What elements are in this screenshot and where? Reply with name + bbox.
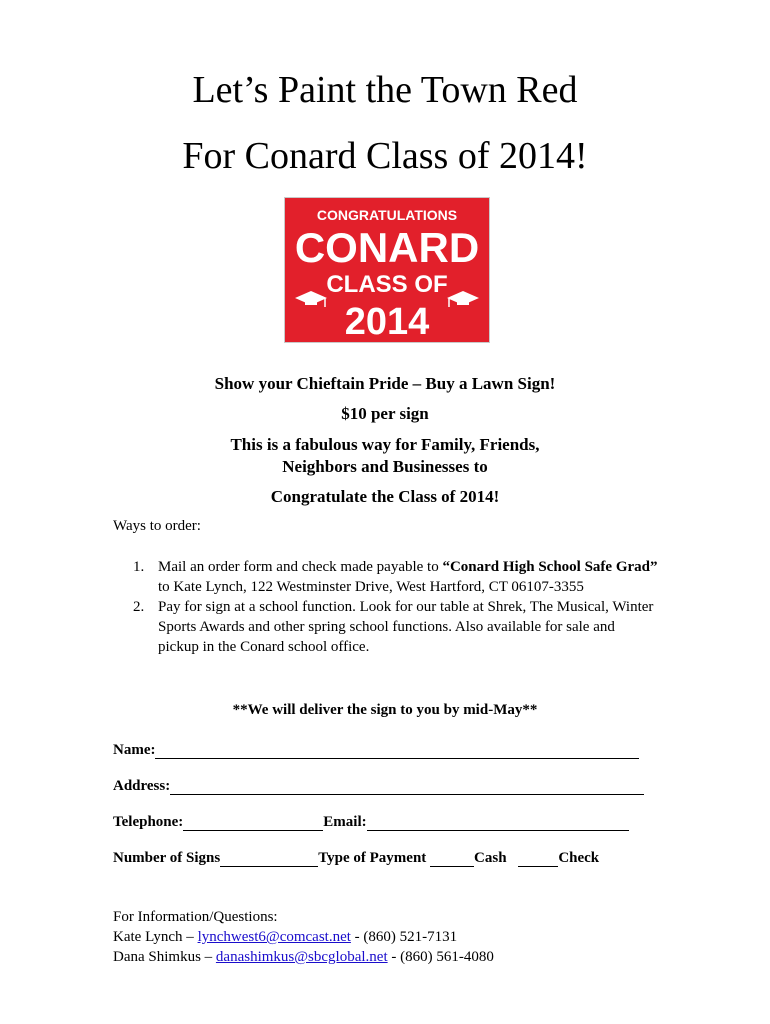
cash-label: Cash	[474, 850, 511, 866]
contact-info	[113, 907, 494, 967]
telephone-row	[113, 814, 629, 831]
contact-phone: - (860) 561-4080	[387, 949, 494, 965]
pitch-line-2: Neighbors and Businesses to	[282, 457, 488, 476]
tagline: Show your Chieftain Pride – Buy a Lawn Sign!	[214, 374, 556, 393]
email-link[interactable]: lynchwest6@comcast.net	[197, 929, 351, 945]
contact-name: Dana Shimkus –	[113, 949, 216, 965]
name-label: Name:	[113, 742, 156, 758]
contact-name: Kate Lynch –	[113, 929, 198, 945]
order-details-row	[113, 850, 599, 867]
lawn-sign-image	[284, 197, 490, 343]
email-label: Email:	[323, 814, 367, 830]
check-checkbox-line[interactable]	[518, 852, 558, 867]
graduation-cap-icon	[295, 291, 327, 307]
telephone-label: Telephone:	[113, 814, 184, 830]
email-link[interactable]: danashimkus@sbcglobal.net	[215, 949, 388, 965]
address-row	[113, 778, 644, 795]
address-field[interactable]	[170, 780, 644, 795]
sign-class-text: CLASS OF	[326, 271, 448, 298]
order-item-text: Pay for sign at a school function. Look for our table at Shrek, The Musical, Winter Sports Awards and other spring school functions. Also available for sale and pickup in the Conard school office.	[158, 599, 654, 655]
list-number: 2.	[133, 599, 145, 615]
contact-phone: - (860) 521-7131	[350, 929, 458, 945]
payee-name: “Conard High School Safe Grad”	[442, 559, 658, 575]
order-methods-list	[113, 557, 658, 657]
list-number: 1.	[133, 559, 145, 575]
name-row	[113, 742, 639, 759]
payment-type-label: Type of Payment	[318, 850, 431, 866]
ways-to-order-label: Ways to order:	[113, 518, 201, 534]
list-item	[113, 557, 658, 597]
title-line-2: For Conard Class of 2014!	[182, 135, 588, 177]
pitch-line-3: Congratulate the Class of 2014!	[270, 487, 500, 506]
contact-line	[113, 927, 494, 947]
delivery-note: **We will deliver the sign to you by mid-May**	[232, 702, 538, 718]
check-label: Check	[558, 850, 600, 866]
number-of-signs-field[interactable]	[220, 852, 318, 867]
sign-school-text: CONARD	[294, 224, 480, 271]
email-field[interactable]	[367, 816, 629, 831]
graduation-cap-icon	[447, 291, 479, 307]
name-field[interactable]	[155, 744, 639, 759]
sign-year-text: 2014	[344, 301, 430, 342]
contact-line	[113, 947, 494, 967]
price: $10 per sign	[341, 404, 429, 423]
cash-checkbox-line[interactable]	[430, 852, 474, 867]
sign-top-text: CONGRATULATIONS	[316, 207, 458, 223]
list-item	[113, 597, 658, 657]
order-item-text: to Kate Lynch, 122 Westminster Drive, West Hartford, CT 06107-3355	[158, 579, 584, 595]
address-label: Address:	[113, 778, 171, 794]
title-line-1: Let’s Paint the Town Red	[192, 69, 578, 111]
telephone-field[interactable]	[183, 816, 323, 831]
info-heading: For Information/Questions:	[113, 909, 278, 925]
number-of-signs-label: Number of Signs	[113, 850, 221, 866]
order-item-text: Mail an order form and check made payable to	[158, 559, 443, 575]
pitch-line-1: This is a fabulous way for Family, Friends,	[230, 435, 540, 454]
